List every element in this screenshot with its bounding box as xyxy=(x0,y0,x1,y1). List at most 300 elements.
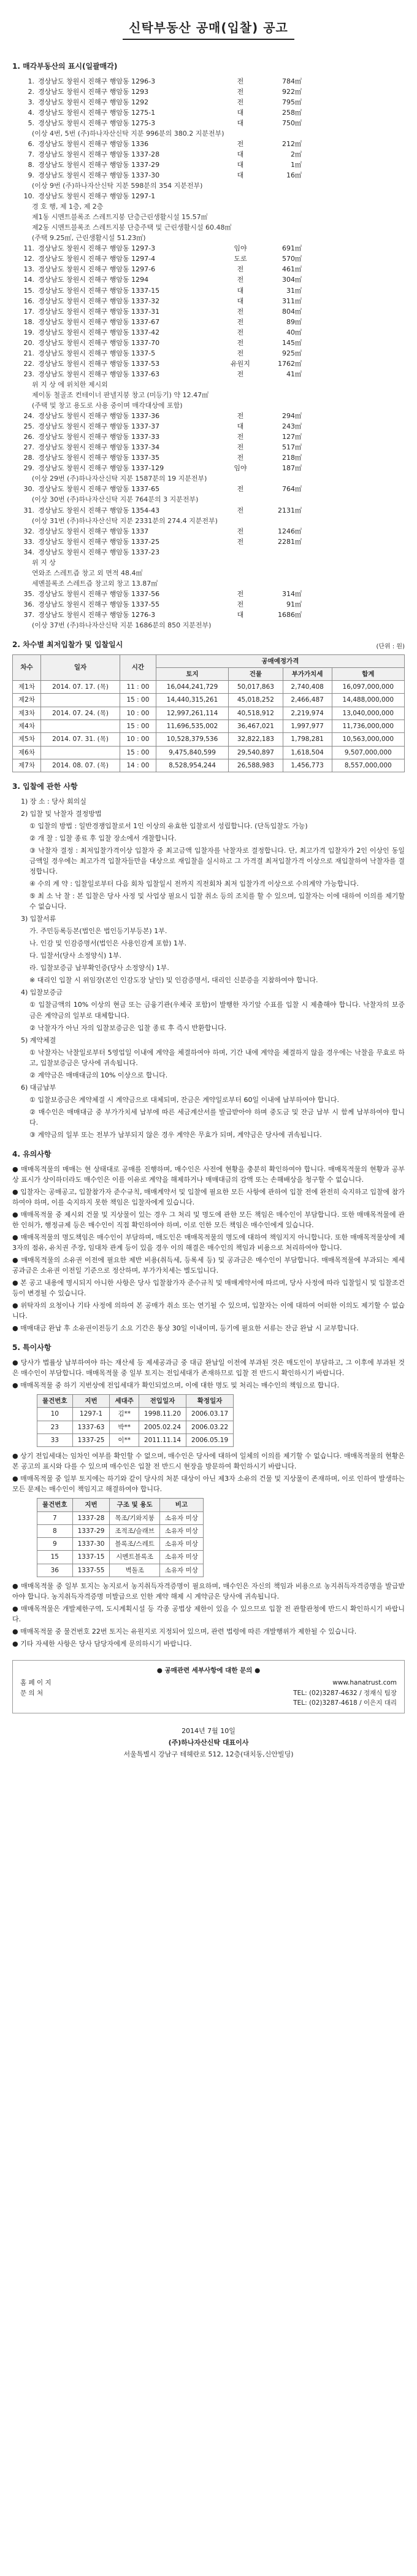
property-area: 31㎡ xyxy=(286,286,302,295)
property-number: 11. xyxy=(23,244,34,253)
property-area: 925㎡ xyxy=(282,349,302,357)
property-row xyxy=(17,547,405,557)
property-area: 2281㎡ xyxy=(278,537,302,546)
property-area: 1246㎡ xyxy=(278,527,302,535)
property-type: 전 xyxy=(237,98,244,106)
schedule-row xyxy=(13,746,405,759)
table-cell: 조적조/슬래브 xyxy=(110,1524,159,1537)
property-area: 89㎡ xyxy=(286,317,302,326)
property-address: 경상남도 창원시 진해구 행암동 1294 xyxy=(38,276,149,284)
paragraph: ● 매매목적물의 명도책임은 매수인이 부담하며, 매도인은 매매목적물의 명도에 대하여 책임지지 아니합니다. 또한 매매목적물상에 제3자의 점유, 유치권 주장, 임대차 관계 등이 있을 경우 이의 해결은 매수인의 책임과 비용으로 처리하여야 합니다. xyxy=(12,1233,405,1252)
property-row xyxy=(17,463,405,473)
property-type: 전 xyxy=(237,87,244,96)
section-5-body-3 xyxy=(12,1581,405,1649)
table-header: 세대주 xyxy=(110,1395,139,1408)
schedule-row xyxy=(13,720,405,733)
property-number: 36. xyxy=(23,600,34,608)
table-row xyxy=(37,1421,234,1433)
property-note: (이상 29번 (주)하나자산신탁 지분 1587분의 19 지분전부) xyxy=(32,475,207,483)
property-type: 전 xyxy=(237,77,244,85)
property-row xyxy=(17,494,405,505)
property-type: 전 xyxy=(237,317,244,326)
property-row xyxy=(17,348,405,359)
schedule-row xyxy=(13,681,405,694)
property-address: 경상남도 창원시 진해구 행암동 1337-34 xyxy=(38,443,160,452)
property-type: 대 xyxy=(237,160,244,169)
property-type: 전 xyxy=(237,349,244,357)
schedule-cell: 2,219,974 xyxy=(283,707,332,720)
property-area: 570㎡ xyxy=(282,255,302,263)
property-number: 3. xyxy=(28,98,34,106)
property-number: 25. xyxy=(23,422,34,431)
property-type: 전 xyxy=(237,328,244,336)
schedule-cell: 9,475,840,599 xyxy=(156,746,228,759)
property-address: 경상남도 창원시 진해구 행암동 1293 xyxy=(38,87,149,96)
schedule-cell: 40,518,912 xyxy=(229,707,283,720)
property-address: 경상남도 창원시 진해구 행암동 1297-3 xyxy=(38,244,156,253)
paragraph: ① 낙찰자는 낙찰일로부터 5영업일 이내에 계약을 체결하여야 하며, 기간 내에 계약을 체결하지 않을 경우에는 낙찰을 무효로 하고, 입찰보증금은 당사에 귀속됩니다. xyxy=(29,1048,405,1067)
paragraph: ● 상기 전입세대는 임차인 여부를 확인할 수 없으며, 매수인은 당사에 대하여 일체의 이의를 제기할 수 없습니다. 매매목적물의 현황은 본 공고의 표시와 다를 수 있으며 매수인은 입찰 전 반드시 현장을 방문하여 확인하시기 바랍니다. xyxy=(12,1452,405,1471)
property-type: 전 xyxy=(237,433,244,441)
property-address: 경상남도 창원시 진해구 행암동 1337-70 xyxy=(38,338,160,347)
property-address: 경상남도 창원시 진해구 행암동 1337-55 xyxy=(38,600,160,608)
paragraph: ① 입찰보증금은 계약체결 시 계약금으로 대체되며, 잔금은 계약일로부터 60일 이내에 납부하여야 합니다. xyxy=(29,1095,339,1104)
table-cell: 10 xyxy=(37,1408,73,1421)
property-area: 212㎡ xyxy=(282,139,302,148)
property-address: 경상남도 창원시 진해구 행암동 1337-29 xyxy=(38,160,160,169)
schedule-cell: 36,467,021 xyxy=(229,720,283,733)
homepage-label: 홈 페 이 지 xyxy=(20,1679,52,1687)
schedule-cell: 26,588,983 xyxy=(229,759,283,772)
property-note: (이상 37번 (주)하나자산신탁 지분 1686분의 850 지분전부) xyxy=(32,621,212,630)
property-row xyxy=(17,306,405,317)
property-row xyxy=(17,338,405,348)
footer-company: (주)하나자산신탁 대표이사 xyxy=(168,1738,249,1747)
property-row xyxy=(17,285,405,296)
property-area: 41㎡ xyxy=(286,370,302,378)
inquiry-phone-1: TEL: (02)3287-4632 / 정재식 팀장 xyxy=(293,1689,397,1697)
property-type: 전 xyxy=(237,412,244,421)
schedule-cell: 2,740,408 xyxy=(283,681,332,694)
property-area: 1762㎡ xyxy=(278,359,302,368)
contact-box xyxy=(12,1660,405,1713)
paragraph: ● 매매목적물 중 물건번호 22번 토지는 유원지로 지정되어 있으며, 관련 법령에 따른 개발행위가 제한될 수 있습니다. xyxy=(12,1627,357,1636)
table-cell: 1297-1 xyxy=(72,1408,110,1421)
schedule-row xyxy=(13,707,405,720)
property-number: 4. xyxy=(28,108,34,117)
property-area: 1686㎡ xyxy=(278,610,302,619)
property-number: 6. xyxy=(28,139,34,148)
property-number: 27. xyxy=(23,443,34,452)
schedule-cell xyxy=(41,746,120,759)
property-area: 304㎡ xyxy=(282,276,302,284)
schedule-table xyxy=(12,654,405,772)
property-address: 경상남도 창원시 진해구 행암동 1337-32 xyxy=(38,297,160,305)
schedule-row xyxy=(13,759,405,772)
paragraph: ③ 계약금의 일부 또는 전부가 납부되지 않은 경우 계약은 무효가 되며, 계약금은 당사에 귀속됩니다. xyxy=(29,1130,322,1139)
table-header: 구조 및 용도 xyxy=(110,1499,159,1511)
schedule-cell: 16,097,000,000 xyxy=(332,681,404,694)
table-cell: 시멘트블록조 xyxy=(110,1551,159,1564)
table-header: 지번 xyxy=(72,1499,110,1511)
property-row xyxy=(17,139,405,149)
paragraph: ● 매매목적물의 매매는 현 상태대로 공매를 진행하며, 매수인은 사전에 현황을 충분히 확인하여야 합니다. 매매목적물의 현황과 공부상 표시가 상이하더라도 매수인은 이를 이유로 계약을 해제하거나 매매대금의 감액 또는 손해배상을 청구할 수 없습니다. xyxy=(12,1165,405,1184)
property-number: 16. xyxy=(23,297,34,305)
property-address: 경상남도 창원시 진해구 행암동 1337-67 xyxy=(38,317,160,326)
property-row xyxy=(17,97,405,107)
footer xyxy=(12,1726,405,1760)
property-address: 경상남도 창원시 진해구 행암동 1337-35 xyxy=(38,454,160,462)
property-row xyxy=(17,180,405,191)
paragraph: 가. 주민등록등본(법인은 법인등기부등본) 1부. xyxy=(29,927,167,936)
property-area: 784㎡ xyxy=(282,77,302,85)
property-area: 517㎡ xyxy=(282,443,302,452)
property-note: (이상 30번 (주)하나자산신탁 지분 764분의 3 지분전부) xyxy=(32,495,199,504)
property-area xyxy=(259,191,302,201)
paragraph: ① 입찰의 방법 : 일반경쟁입찰로서 1인 이상의 유효한 입찰로서 성립합니다. (단독입찰도 가능) xyxy=(29,821,308,830)
property-area: 314㎡ xyxy=(282,589,302,598)
property-row xyxy=(17,201,405,212)
property-address: 경상남도 창원시 진해구 행암동 1297-4 xyxy=(38,255,156,263)
property-number: 14. xyxy=(23,276,34,284)
homepage-link[interactable]: www.hanatrust.com xyxy=(332,1679,397,1687)
property-row xyxy=(17,296,405,306)
schedule-cell: 45,018,252 xyxy=(229,694,283,707)
unit-label: (단위 : 원) xyxy=(376,643,405,650)
property-address: 경상남도 창원시 진해구 행암동 1337-5 xyxy=(38,349,156,357)
paragraph: ● 매매대금 완납 후 소유권이전등기 소요 기간은 통상 30일 이내이며, 등기에 필요한 서류는 잔금 완납 시 교부합니다. xyxy=(12,1324,359,1333)
property-row xyxy=(17,484,405,494)
property-area: 461㎡ xyxy=(282,265,302,274)
schedule-cell: 12,997,261,114 xyxy=(156,707,228,720)
property-type: 전 xyxy=(237,454,244,462)
paragraph: 4) 입찰보증금 xyxy=(21,988,63,997)
section-1-heading: 1. 매각부동산의 표시(일괄매각) xyxy=(12,62,118,71)
schedule-cell: 8,557,000,000 xyxy=(332,759,404,772)
property-number: 31. xyxy=(23,506,34,514)
table-header: 확정일자 xyxy=(186,1395,234,1408)
section-4-body xyxy=(12,1164,405,1334)
property-number: 9. xyxy=(28,171,34,180)
property-row xyxy=(17,432,405,442)
property-row xyxy=(17,243,405,254)
property-note: 연와조 스레트즙 창고 외 면적 48.4㎡ xyxy=(32,568,143,577)
property-address: 경상남도 창원시 진해구 행암동 1296-3 xyxy=(38,77,156,85)
schedule-cell: 15 : 00 xyxy=(120,694,156,707)
schedule-cell: 15 : 00 xyxy=(120,720,156,733)
table-row xyxy=(37,1433,234,1446)
property-row xyxy=(17,473,405,484)
property-address: 경상남도 창원시 진해구 행암동 1297-1 xyxy=(38,192,156,201)
property-area: 691㎡ xyxy=(282,244,302,253)
section-5-body xyxy=(12,1357,405,1391)
property-row xyxy=(17,170,405,180)
property-area: 127㎡ xyxy=(282,433,302,441)
table-header: 물건번호 xyxy=(37,1499,73,1511)
property-row xyxy=(17,620,405,630)
property-address: 경상남도 창원시 진해구 행암동 1276-3 xyxy=(38,610,156,619)
schedule-cell: 10 : 00 xyxy=(120,733,156,746)
table-cell: 1337-55 xyxy=(72,1564,110,1577)
paragraph: ● 매매목적물의 소유권 이전에 필요한 제반 비용(취득세, 등록세 등) 및 공과금은 매수인이 부담합니다. 매매목적물에 부과되는 제세공과금은 소유권 이전일 기준으로 정산하며, 부가가치세는 별도입니다. xyxy=(12,1255,405,1275)
paragraph: 6) 대금납부 xyxy=(21,1083,56,1092)
property-type: 대 xyxy=(237,297,244,305)
property-row xyxy=(17,578,405,589)
property-row xyxy=(17,526,405,537)
property-row xyxy=(17,233,405,243)
property-note: 세멘블록조 스레트즙 창고외 창고 13.87㎡ xyxy=(32,579,158,588)
property-type: 도로 xyxy=(234,255,247,263)
property-address: 경상남도 창원시 진해구 행암동 1337-30 xyxy=(38,171,160,180)
property-address: 경상남도 창원시 진해구 행암동 1336 xyxy=(38,139,149,148)
property-type: 대 xyxy=(237,108,244,117)
property-area: 16㎡ xyxy=(286,171,302,180)
inquiry-phone-2: TEL: (02)3287-4618 / 이은지 대리 xyxy=(293,1699,397,1707)
paragraph: ① 입찰금액의 10% 이상의 현금 또는 금융기관(우체국 포함)이 발행한 자기앞 수표를 입찰 시 제출해야 합니다. 낙찰자의 보증금은 계약금의 일부로 대체합니다. xyxy=(29,1001,405,1020)
table-cell: 15 xyxy=(37,1551,73,1564)
property-area: 1㎡ xyxy=(291,160,302,169)
col-total: 합계 xyxy=(332,667,404,680)
property-area: 2㎡ xyxy=(291,150,302,158)
property-row xyxy=(17,359,405,369)
property-row xyxy=(17,568,405,578)
table-cell: 9 xyxy=(37,1538,73,1551)
property-type: 전 xyxy=(237,265,244,274)
section-5-heading: 5. 특이사항 xyxy=(12,1343,52,1352)
table-cell: 1337-28 xyxy=(72,1511,110,1524)
property-number: 28. xyxy=(23,454,34,462)
property-row xyxy=(17,505,405,516)
property-row xyxy=(17,212,405,222)
property-note: 위 지 상 xyxy=(32,558,56,567)
property-area: 804㎡ xyxy=(282,307,302,316)
paragraph: ● 기타 자세한 사항은 당사 담당자에게 문의하시기 바랍니다. xyxy=(12,1640,192,1648)
property-address: 경상남도 창원시 진해구 행암동 1337-31 xyxy=(38,307,160,316)
schedule-cell: 11,696,535,002 xyxy=(156,720,228,733)
property-address: 경상남도 창원시 진해구 행암동 1337-28 xyxy=(38,150,160,158)
paragraph: ● 본 공고 내용에 명시되지 아니한 사항은 당사 입찰참가자 준수규칙 및 매매계약서에 따르며, 당사 사정에 따라 입찰일시 및 입찰조건 등이 변경될 수 있습니다. xyxy=(12,1279,405,1298)
property-type: 전 xyxy=(237,485,244,494)
table-row xyxy=(37,1564,204,1577)
property-type: 전 xyxy=(237,443,244,452)
table-row xyxy=(37,1538,204,1551)
schedule-cell: 2014. 07. 17. (목) xyxy=(41,681,120,694)
col-land: 토지 xyxy=(156,667,228,680)
section-3-heading: 3. 입찰에 관한 사항 xyxy=(12,782,78,791)
section-2-heading: 2. 차수별 최저입찰가 및 입찰일시 xyxy=(12,640,123,650)
paragraph: ● 매매목적물은 개발제한구역, 도시계획시설 등 각종 공법상 제한이 있을 수 있으므로 입찰 전 관할관청에 반드시 확인하시기 바랍니다. xyxy=(12,1604,405,1624)
inquiry-label: 문 의 처 xyxy=(20,1689,44,1697)
paragraph: 1) 장 소 : 당사 회의실 xyxy=(21,797,86,805)
property-row xyxy=(17,160,405,170)
table-cell: 33 xyxy=(37,1433,73,1446)
schedule-cell: 제6차 xyxy=(13,746,41,759)
table-row xyxy=(37,1551,204,1564)
property-area: 40㎡ xyxy=(286,328,302,336)
property-type: 전 xyxy=(237,600,244,608)
property-area: 243㎡ xyxy=(282,422,302,431)
section-4-heading: 4. 유의사항 xyxy=(12,1150,52,1159)
paragraph: ● 매매목적물 중 일부 토지는 농지로서 농지취득자격증명이 필요하며, 매수인은 자신의 책임과 비용으로 농지취득자격증명을 발급받아야 합니다. 농지취득자격증명 미발급으로 인한 계약 해제 시 계약금은 당사에 귀속됩니다. xyxy=(12,1581,405,1600)
property-row xyxy=(17,76,405,87)
property-type: 전 xyxy=(237,527,244,535)
paragraph: ● 입찰자는 공매공고, 입찰참가자 준수규칙, 매매계약서 및 입찰에 필요한 모든 사항에 관하여 입찰 전에 완전히 숙지하고 입찰에 참가하여야 하며, 이를 숙지하지 못한 책임은 입찰자에게 있습니다. xyxy=(12,1187,405,1206)
property-row xyxy=(17,589,405,599)
property-address: 경상남도 창원시 진해구 행암동 1292 xyxy=(38,98,149,106)
property-address: 경상남도 창원시 진해구 행암동 1337-15 xyxy=(38,286,160,295)
footer-date: 2014년 7월 10일 xyxy=(182,1727,235,1736)
paragraph: ● 위탁자의 요청이나 기타 사정에 의하여 본 공매가 취소 또는 연기될 수 있으며, 입찰자는 이에 대하여 어떠한 이의도 제기할 수 없습니다. xyxy=(12,1302,405,1321)
table-cell: 7 xyxy=(37,1511,73,1524)
schedule-cell: 11 : 00 xyxy=(120,681,156,694)
property-row xyxy=(17,411,405,421)
schedule-cell: 2014. 07. 31. (목) xyxy=(41,733,120,746)
schedule-cell: 1,997,977 xyxy=(283,720,332,733)
table-header: 물건번호 xyxy=(37,1395,73,1408)
property-number: 13. xyxy=(23,265,34,274)
property-note: (이상 31번 (주)하나자산신탁 지분 2331분의 274.4 지분전부) xyxy=(32,516,218,525)
property-row xyxy=(17,442,405,452)
property-address: 경상남도 창원시 진해구 행암동 1337-33 xyxy=(38,433,160,441)
property-type: 전 xyxy=(237,307,244,316)
property-type xyxy=(222,547,259,557)
table-cell: 1337-15 xyxy=(72,1551,110,1564)
table-row xyxy=(37,1511,204,1524)
paragraph: ● 매매목적물 중 제시외 건물 및 지상물이 있는 경우 그 처리 및 명도에 관한 모든 책임은 매수인이 부담합니다. 또한 매매목적물에 관한 인허가, 행정규제 등은 매수인이 직접 확인하여야 하며, 이로 인한 모든 책임은 매수인에게 있습니다. xyxy=(12,1210,405,1229)
property-row xyxy=(17,254,405,264)
col-price: 공매예정가격 xyxy=(156,654,404,667)
page-title: 신탁부동산 공매(입찰) 공고 xyxy=(123,18,294,40)
section-3-body xyxy=(12,796,405,1140)
property-address: 경상남도 창원시 진해구 행암동 1337-63 xyxy=(38,370,160,378)
schedule-cell: 13,040,000,000 xyxy=(332,707,404,720)
property-address: 경상남도 창원시 진해구 행암동 1297-6 xyxy=(38,265,156,274)
property-note: 제이동 철골조 컨테이너 판넬지붕 창고 (미등기) 약 12.47㎡ xyxy=(32,391,209,399)
property-number: 33. xyxy=(23,537,34,546)
property-address: 경상남도 창원시 진해구 행암동 1337-42 xyxy=(38,328,160,336)
property-row xyxy=(17,557,405,568)
schedule-cell: 10,528,379,536 xyxy=(156,733,228,746)
schedule-cell: 14,488,000,000 xyxy=(332,694,404,707)
property-area: 187㎡ xyxy=(282,464,302,473)
property-row xyxy=(17,537,405,547)
table-cell: 소유자 미상 xyxy=(159,1564,203,1577)
table-header: 지번 xyxy=(72,1395,110,1408)
property-row xyxy=(17,87,405,97)
table-cell: 벽돌조 xyxy=(110,1564,159,1577)
property-note: 위 지 상 에 위치한 제시외 xyxy=(32,380,108,389)
property-number: 23. xyxy=(23,370,34,378)
property-type: 전 xyxy=(237,370,244,378)
property-number: 24. xyxy=(23,412,34,421)
table-cell: 박** xyxy=(110,1421,139,1433)
property-number: 12. xyxy=(23,255,34,263)
property-number: 20. xyxy=(23,338,34,347)
property-number: 17. xyxy=(23,307,34,316)
property-number: 32. xyxy=(23,527,34,535)
property-number: 26. xyxy=(23,433,34,441)
paragraph: 3) 입찰서류 xyxy=(21,915,56,923)
property-area: 91㎡ xyxy=(286,600,302,608)
schedule-cell: 10,563,000,000 xyxy=(332,733,404,746)
col-time: 시간 xyxy=(120,654,156,681)
schedule-cell: 제2차 xyxy=(13,694,41,707)
schedule-cell: 29,540,897 xyxy=(229,746,283,759)
schedule-cell: 9,507,000,000 xyxy=(332,746,404,759)
table-cell: 1337-25 xyxy=(72,1433,110,1446)
property-row xyxy=(17,274,405,285)
paragraph: 라. 입찰보증금 납부확인증(당사 소정양식) 1부. xyxy=(29,964,169,972)
schedule-row xyxy=(13,733,405,746)
table-cell: 1337-30 xyxy=(72,1538,110,1551)
property-type: 대 xyxy=(237,610,244,619)
property-type: 전 xyxy=(237,537,244,546)
property-note: (주택 9.25㎡, 근린생활시설 51.23㎡) xyxy=(32,234,146,242)
footer-address: 서울특별시 강남구 테헤란로 512, 12층(대치동,신안빌딩) xyxy=(123,1750,294,1758)
property-number: 37. xyxy=(23,610,34,619)
contact-heading: ● 공매관련 세부사항에 대한 문의 ● xyxy=(156,1667,261,1675)
property-number: 15. xyxy=(23,286,34,295)
property-row xyxy=(17,379,405,390)
property-address: 경상남도 창원시 진해구 행암동 1337-129 xyxy=(38,464,164,473)
paragraph: ※ 대리인 입찰 시 위임장(본인 인감도장 날인) 및 인감증명서, 대리인 신분증을 지참하여야 합니다. xyxy=(29,976,318,985)
paragraph: ● 당사가 법률상 납부하여야 하는 재산세 등 제세공과금 중 대금 완납일 이전에 부과된 것은 매도인이 부담하고, 그 이후에 부과된 것은 매수인이 부담합니다. 매매목적물 중 일부 토지는 전입세대가 존재하므로 입찰 전 반드시 확인하시기 바랍니다. xyxy=(12,1358,405,1377)
property-type: 대 xyxy=(237,171,244,180)
property-row xyxy=(17,516,405,526)
property-address: 경상남도 창원시 진해구 행암동 1337 xyxy=(38,527,149,535)
property-number: 5. xyxy=(28,118,34,127)
property-note: 경 호 행, 제 1층, 제 2층 xyxy=(32,203,104,211)
property-number: 8. xyxy=(28,160,34,169)
table-cell: 2006.03.22 xyxy=(186,1421,234,1433)
property-row xyxy=(17,390,405,400)
schedule-cell: 제5차 xyxy=(13,733,41,746)
property-address: 경상남도 창원시 진해구 행암동 1354-43 xyxy=(38,506,160,514)
document-page xyxy=(12,0,405,1760)
table-cell: 김** xyxy=(110,1408,139,1421)
property-address: 경상남도 창원시 진해구 행암동 1337-25 xyxy=(38,537,160,546)
schedule-cell: 15 : 00 xyxy=(120,746,156,759)
property-row xyxy=(17,452,405,463)
schedule-cell xyxy=(41,720,120,733)
paragraph: 다. 입찰서(당사 소정양식) 1부. xyxy=(29,952,121,960)
paragraph: ③ 낙찰자 결정 : 최저입찰가격이상 입찰자 중 최고금액 입찰자를 낙찰자로 결정합니다. 단, 최고가격 입찰자가 2인 이상인 동일금액일 경우에는 최고가격 입찰자들만을 대상으로 재입찰을 실시하고 그 가격결 최저입찰가격 이상으로 재입찰하여 낙찰자를 결정합니다. xyxy=(29,846,405,875)
property-area: 218㎡ xyxy=(282,454,302,462)
property-number: 1. xyxy=(28,77,34,85)
property-type: 전 xyxy=(237,589,244,598)
property-row xyxy=(17,107,405,118)
section-5-body-2 xyxy=(12,1451,405,1494)
paragraph: ② 계약금은 매매대금의 10% 이상으로 합니다. xyxy=(29,1071,168,1079)
property-row xyxy=(17,264,405,274)
schedule-cell: 2014. 07. 24. (목) xyxy=(41,707,120,720)
paragraph: 나. 인감 및 인감증명서(법인은 사용인감계 포함) 1부. xyxy=(29,939,187,948)
property-row xyxy=(17,610,405,620)
table-cell: 2006.03.17 xyxy=(186,1408,234,1421)
table-cell: 2011.11.14 xyxy=(139,1433,186,1446)
col-date: 일자 xyxy=(41,654,120,681)
property-note: 제2동 시멘트블록조 스레트지붕 단층주택 및 근린생활시설 60.48㎡ xyxy=(32,223,232,232)
property-number: 10. xyxy=(23,192,34,201)
property-row xyxy=(17,400,405,411)
property-address: 경상남도 창원시 진해구 행암동 1275-3 xyxy=(38,118,156,127)
property-number: 18. xyxy=(23,317,34,326)
paragraph: 2) 입찰 및 낙찰자 결정방법 xyxy=(21,809,102,818)
property-note: (주택 및 창고 용도로 사용 중이며 매각대상에 포함) xyxy=(32,402,183,410)
property-address: 경상남도 창원시 진해구 행암동 1337-65 xyxy=(38,485,160,494)
table-row xyxy=(37,1524,204,1537)
property-number: 35. xyxy=(23,589,34,598)
